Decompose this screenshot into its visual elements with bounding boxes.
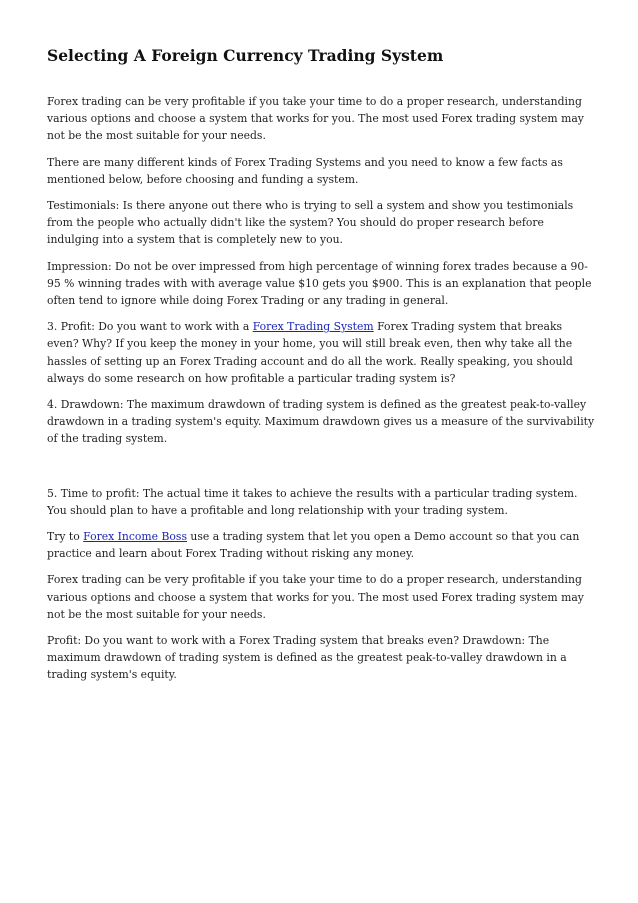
paragraph-profit-text-before: 3. Profit: Do you want to work with a [47, 320, 253, 334]
paragraph-try-text-before: Try to [47, 530, 84, 544]
paragraph-drawdown: 4. Drawdown: The maximum drawdown of trading system is defined as the greatest peak-to-valley drawdown in a trading system's equity. Maximum drawdown gives us a measure of the survivability of the trading system. [47, 398, 595, 446]
paragraph-try-text-after: use a trading system that let you open a Demo account so that you can practice and learn about Forex Trading without risking any money. [47, 530, 580, 561]
paragraph-profit [47, 318, 595, 387]
paragraph-time-to-profit: 5. Time to profit: The actual time it takes to achieve the results with a particular trading system. You should plan to have a profitable and long relationship with your trading system. [47, 486, 578, 517]
paragraph-summary: Profit: Do you want to work with a Forex Trading system that breaks even? Drawdown: The maximum drawdown of trading system is defined as the greatest peak-to-valley drawdown in a trading system's equity. [47, 634, 567, 682]
paragraph-testimonials: Testimonials: Is there anyone out there who is trying to sell a system and show you testimonials from the people who actually didn't like the system? You should do proper research before indulging into a system that is completely new to you. [47, 199, 574, 247]
document-title: Selecting A Foreign Currency Trading System [47, 46, 444, 65]
document-page [47, 46, 595, 693]
paragraph-intro: Forex trading can be very profitable if you take your time to do a proper research, understanding various options and choose a system that works for you. The most used Forex trading system may not be the most suitable for your needs. [47, 95, 584, 143]
paragraph-impression: Impression: Do not be over impressed from high percentage of winning forex trades because a 90-95 % winning trades with with average value $10 gets you $900. This is an explanation that people often tend to ignore while doing Forex Trading or any trading in general. [47, 259, 592, 308]
paragraph-kinds: There are many different kinds of Forex Trading Systems and you need to know a few facts as mentioned below, before choosing and funding a system. [47, 155, 563, 186]
paragraph-repeat-intro: Forex trading can be very profitable if you take your time to do a proper research, understanding various options and choose a system that works for you. The most used Forex trading system may not be the most suitable for your needs. [47, 573, 584, 621]
forex-income-boss-link[interactable]: Forex Income Boss [83, 530, 187, 544]
forex-trading-system-link[interactable]: Forex Trading System [252, 320, 374, 334]
paragraph-try [47, 528, 595, 562]
paragraph-profit-text-after: Forex Trading system that breaks even? Why? If you keep the money in your home, you will still break even, then why take all the hassles of setting up an Forex Trading account and do all the work. Really speaking, you should always do some research on how profitable a particular trading system is? [47, 320, 573, 385]
